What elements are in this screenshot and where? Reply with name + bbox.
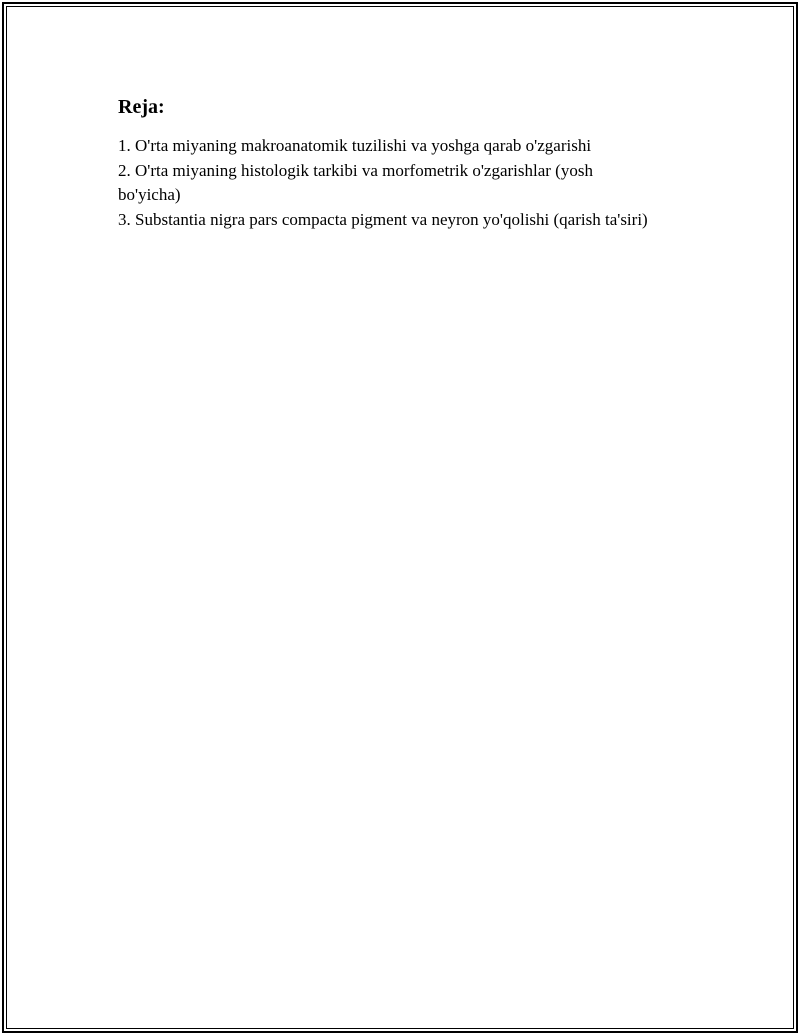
plan-item-3: 3. Substantia nigra pars compacta pigment va neyron yo'qolishi (qarish ta'siri)	[118, 209, 648, 229]
plan-section	[118, 94, 658, 232]
plan-item-2: 2. O'rta miyaning histologik tarkibi va morfometrik o'zgarishlar (yosh bo'yicha)	[118, 160, 593, 204]
plan-list	[118, 134, 658, 232]
plan-heading: Reja:	[118, 96, 165, 118]
plan-item-1: 1. O'rta miyaning makroanatomik tuzilishi va yoshga qarab o'zgarishi	[118, 136, 592, 155]
